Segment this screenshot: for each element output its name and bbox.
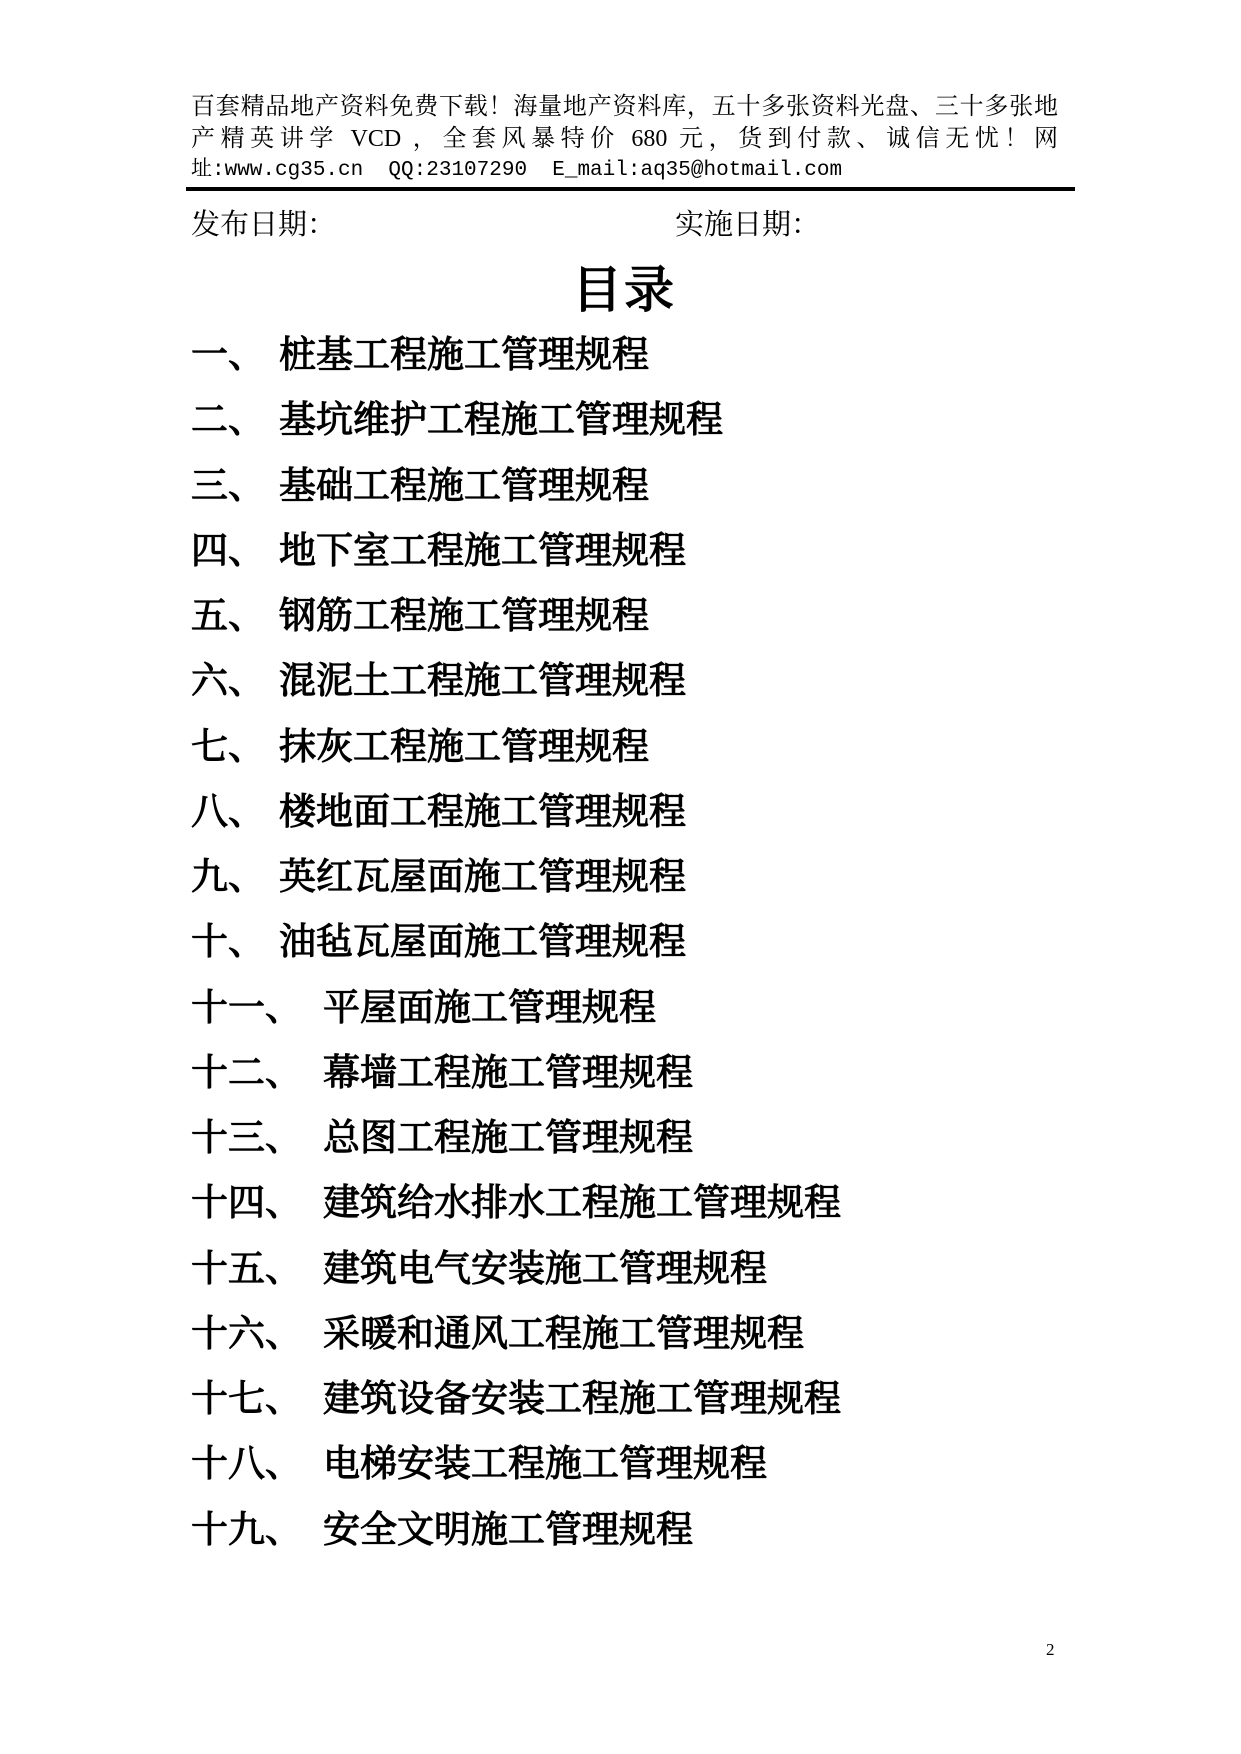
toc-entry-title: 安全文明施工管理规程 [323, 1509, 693, 1551]
toc-entry [191, 1432, 1091, 1497]
toc-entry-number: 四、 [191, 530, 265, 572]
toc-entry-number: 十、 [191, 922, 265, 964]
toc-entry-title: 英红瓦屋面施工管理规程 [279, 857, 686, 898]
toc-entry-title: 总图工程施工管理规程 [323, 1118, 693, 1159]
toc-entry-title: 基坑维护工程施工管理规程 [279, 400, 723, 442]
toc-entry-number: 七、 [191, 726, 265, 768]
toc-entry-number: 一、 [191, 335, 265, 376]
toc-entry-number: 十六、 [191, 1313, 302, 1355]
publish-date-label: 发布日期： [191, 209, 337, 241]
toc-entry [191, 1302, 1091, 1367]
table-of-contents [191, 323, 1091, 1563]
toc-entry-title: 抹灰工程施工管理规程 [279, 726, 649, 768]
toc-entry-title: 地下室工程施工管理规程 [279, 530, 686, 572]
toc-entry-title: 油毡瓦屋面施工管理规程 [279, 922, 686, 964]
toc-entry [191, 910, 1091, 975]
toc-entry [191, 519, 1091, 584]
toc-entry [191, 1498, 1091, 1563]
toc-title: 目录 [572, 262, 676, 318]
toc-entry-number: 十五、 [191, 1248, 302, 1290]
toc-entry [191, 1041, 1091, 1106]
effective-date-label: 实施日期： [675, 209, 821, 241]
toc-entry-number: 三、 [191, 465, 265, 507]
header-ad-line-1: 百套精品地产资料免费下载！海量地产资料库，五十多张资料光盘、三十多张地 [191, 94, 1058, 120]
toc-entry [191, 1106, 1091, 1171]
toc-entry [191, 1367, 1091, 1432]
toc-entry [191, 780, 1091, 845]
toc-entry-title: 建筑设备安装工程施工管理规程 [323, 1379, 841, 1420]
toc-entry-number: 九、 [191, 857, 265, 898]
toc-entry [191, 323, 1091, 388]
toc-entry [191, 454, 1091, 519]
toc-entry-number: 十四、 [191, 1183, 302, 1225]
toc-entry-title: 楼地面工程施工管理规程 [279, 791, 686, 833]
header-ad-line-2: 产精英讲学 VCD ，全套风暴特价 680 元，货到付款、诚信无忧！网 [191, 126, 1058, 152]
toc-entry-number: 十三、 [191, 1118, 302, 1159]
toc-entry-number: 六、 [191, 661, 265, 703]
toc-entry [191, 584, 1091, 649]
toc-entry [191, 649, 1091, 714]
toc-entry-title: 桩基工程施工管理规程 [279, 335, 649, 376]
toc-entry-title: 平屋面施工管理规程 [323, 987, 656, 1029]
header-contact-line: 址:www.cg35.cn QQ:23107290 E_mail:aq35@hotmail.com [191, 159, 843, 182]
page-number: 2 [1046, 1640, 1055, 1659]
toc-entry [191, 388, 1091, 453]
page-header [191, 91, 1058, 187]
toc-entry-number: 十一、 [191, 987, 302, 1029]
toc-entry-title: 建筑电气安装施工管理规程 [323, 1248, 767, 1290]
toc-entry [191, 1171, 1091, 1236]
toc-entry-number: 八、 [191, 791, 265, 833]
header-divider [186, 187, 1075, 191]
toc-entry-title: 基础工程施工管理规程 [279, 465, 649, 507]
toc-entry-title: 采暖和通风工程施工管理规程 [323, 1313, 804, 1355]
toc-entry-number: 十二、 [191, 1052, 302, 1094]
toc-entry-number: 二、 [191, 400, 265, 442]
toc-entry-number: 十九、 [191, 1509, 302, 1551]
toc-entry-number: 十七、 [191, 1379, 302, 1420]
toc-entry-title: 电梯安装工程施工管理规程 [323, 1444, 767, 1486]
toc-entry [191, 1237, 1091, 1302]
toc-entry-title: 建筑给水排水工程施工管理规程 [323, 1183, 841, 1225]
toc-entry [191, 976, 1091, 1041]
toc-entry [191, 715, 1091, 780]
toc-entry-title: 钢筋工程施工管理规程 [279, 596, 649, 637]
toc-entry [191, 845, 1091, 910]
toc-entry-title: 幕墙工程施工管理规程 [323, 1052, 693, 1094]
toc-entry-number: 五、 [191, 596, 265, 637]
toc-entry-title: 混泥土工程施工管理规程 [279, 661, 686, 703]
toc-entry-number: 十八、 [191, 1444, 302, 1486]
